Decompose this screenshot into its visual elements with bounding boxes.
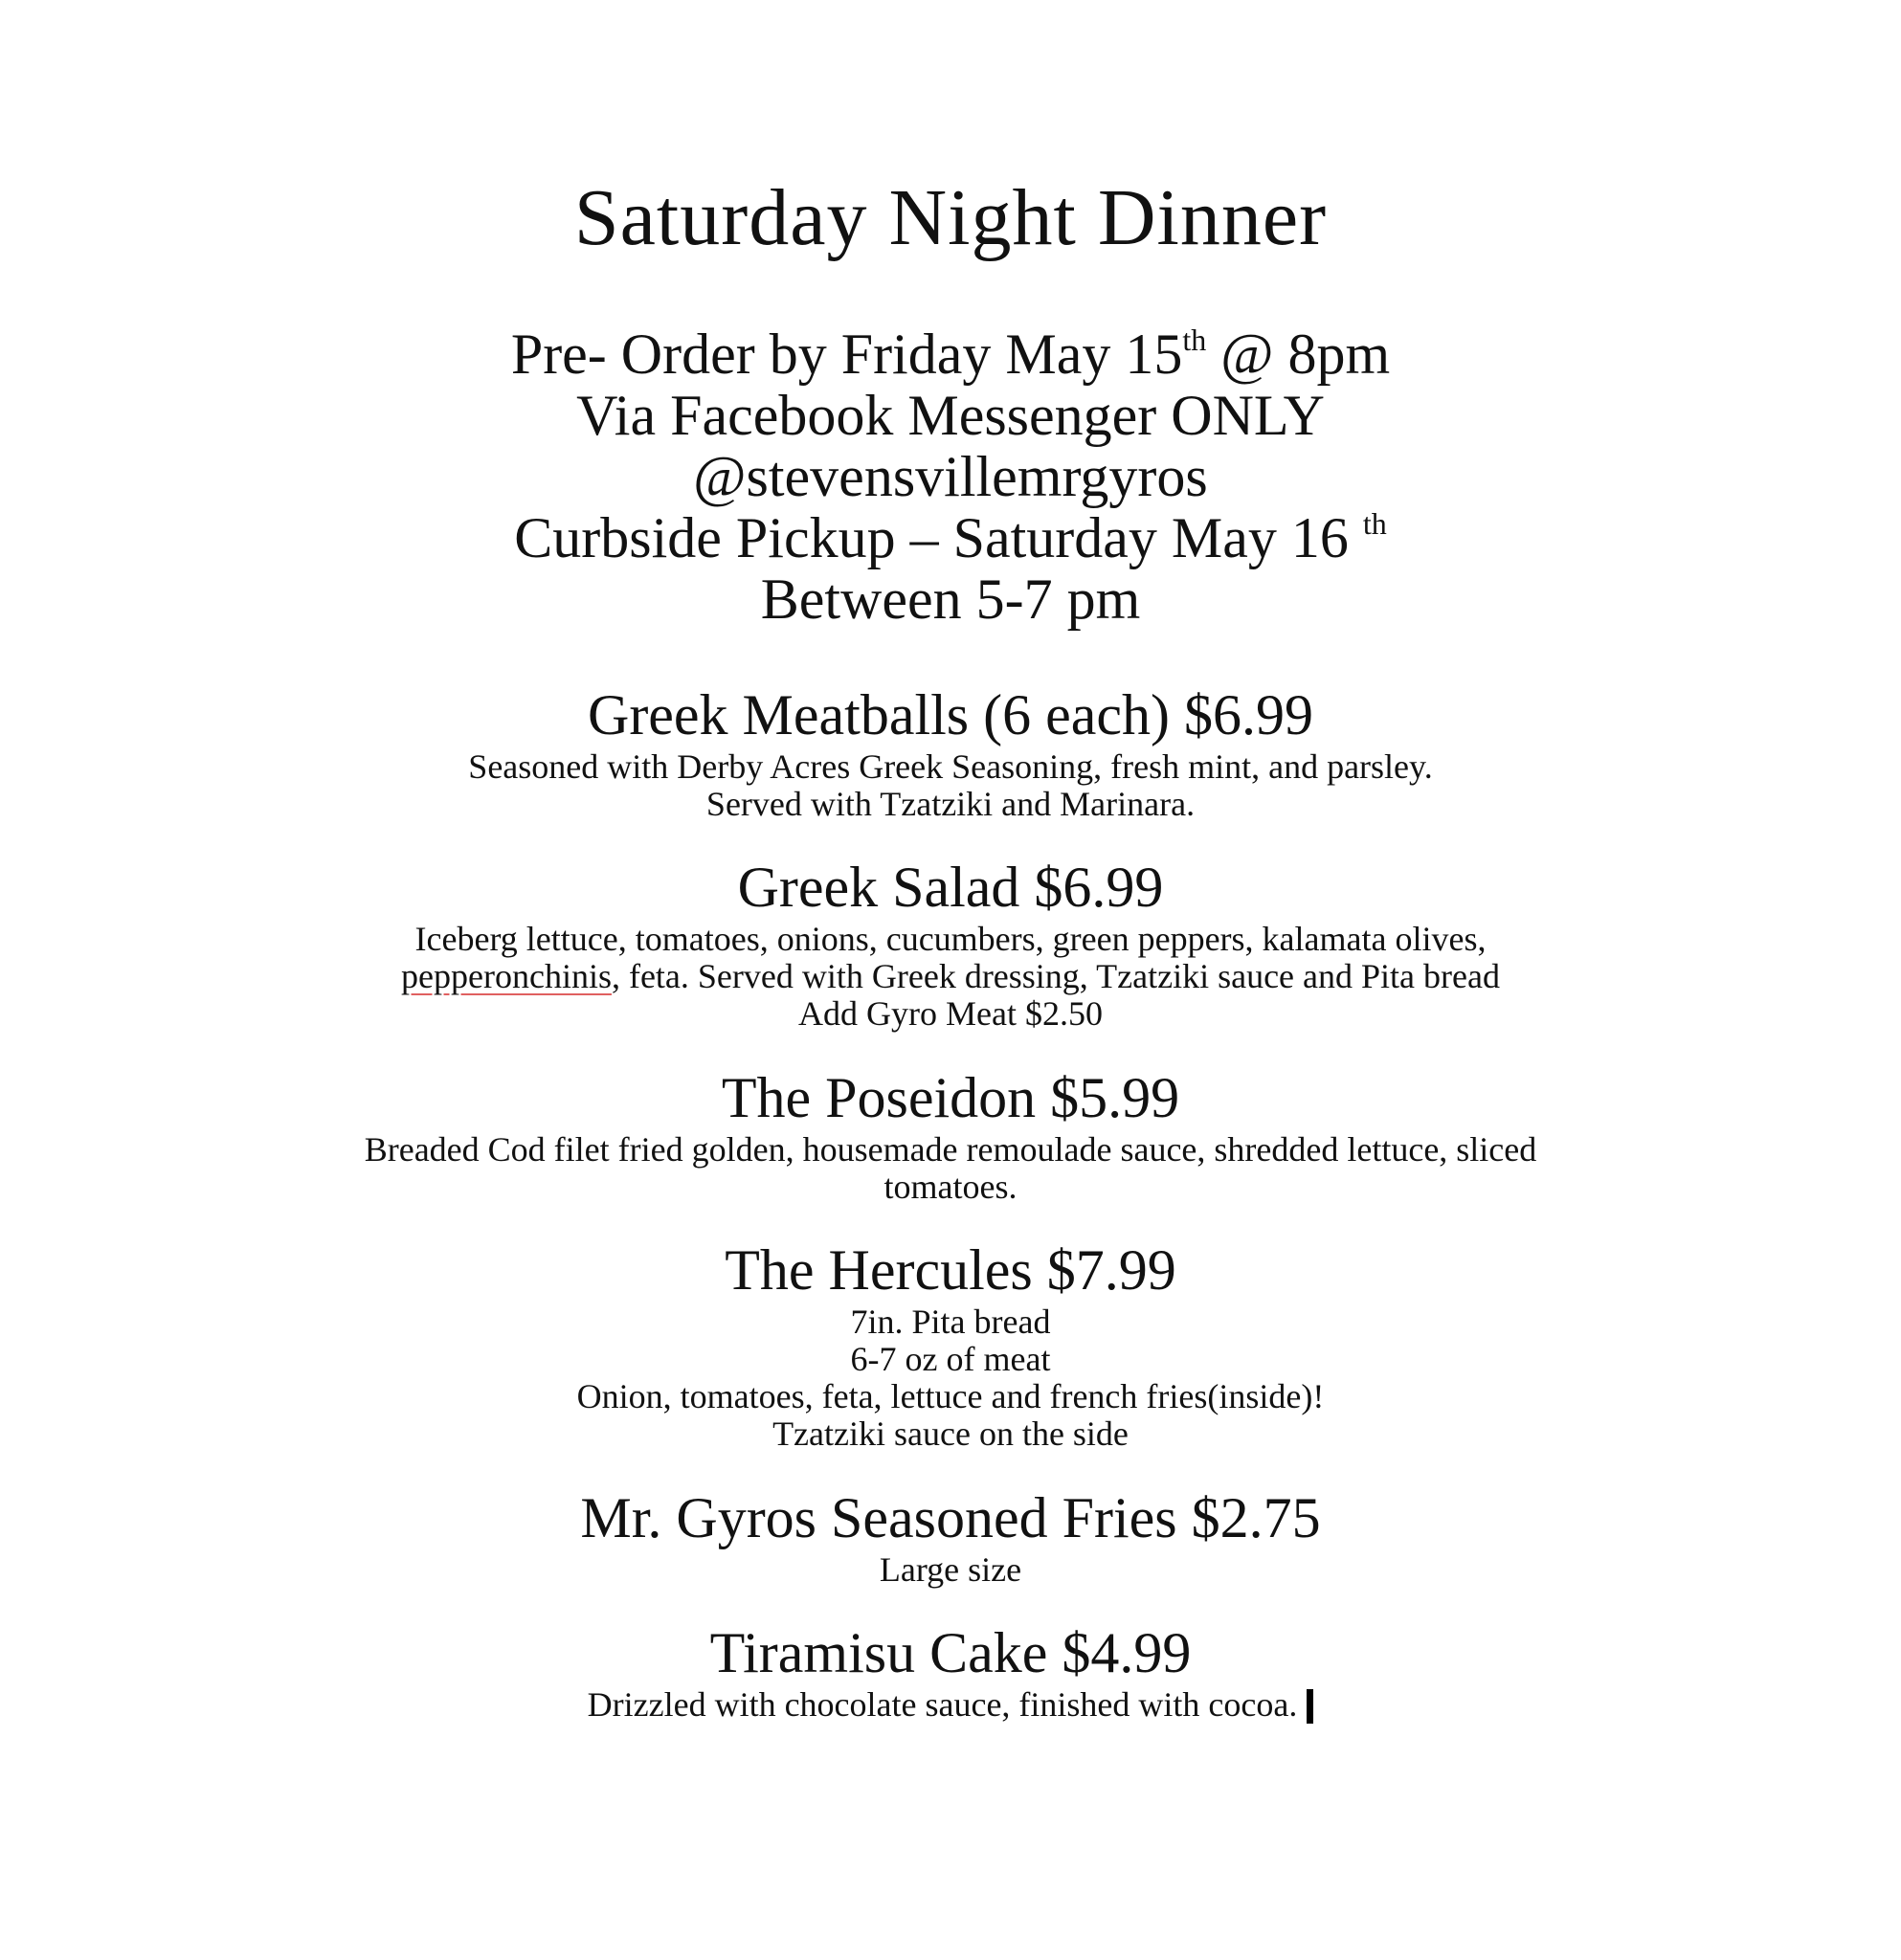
preorder-time: @ 8pm [1206, 323, 1391, 386]
order-info [0, 323, 1901, 630]
handle-line: @stevensvillemrgyros [693, 445, 1208, 508]
item-desc-line: Add Gyro Meat $2.50 [798, 994, 1103, 1033]
text-cursor [1307, 1689, 1313, 1724]
pickup-text: Curbside Pickup – Saturday May 16 [514, 506, 1363, 569]
item-desc-line: 6-7 oz of meat [850, 1340, 1051, 1378]
item-desc-text: , feta. Served with Greek dressing, Tzatziki sauce and Pita bread [611, 957, 1500, 995]
item-name: The Poseidon $5.99 [721, 1066, 1180, 1129]
item-desc-line: Large size [879, 1550, 1022, 1589]
item-desc-line: tomatoes. [883, 1168, 1018, 1206]
item-desc-line: Seasoned with Derby Acres Greek Seasoning, fresh mint, and parsley. [468, 747, 1433, 786]
between-line: Between 5-7 pm [760, 568, 1141, 631]
item-desc-line: Served with Tzatziki and Marinara. [705, 785, 1196, 823]
item-desc-line [0, 1686, 1901, 1724]
item-name: The Hercules $7.99 [725, 1238, 1176, 1302]
item-name: Tiramisu Cake $4.99 [709, 1621, 1192, 1684]
spellcheck-word: pepperonchinis [401, 957, 612, 995]
menu-item-meatballs [0, 681, 1901, 823]
preorder-text: Pre- Order by Friday May 15 [510, 323, 1183, 386]
item-name: Mr. Gyros Seasoned Fries $2.75 [580, 1486, 1321, 1549]
menu-item-fries [0, 1484, 1901, 1589]
via-line: Via Facebook Messenger ONLY [576, 384, 1325, 447]
menu-item-poseidon [0, 1064, 1901, 1206]
item-desc-line [0, 958, 1901, 995]
pickup-ordinal: th [1362, 506, 1387, 541]
preorder-ordinal: th [1182, 323, 1207, 357]
menu-item-salad [0, 854, 1901, 1033]
item-name: Greek Meatballs (6 each) $6.99 [587, 683, 1314, 746]
page-title: Saturday Night Dinner [573, 173, 1328, 262]
item-desc-line: Tzatziki sauce on the side [772, 1414, 1129, 1453]
item-desc-line: Breaded Cod filet fried golden, housemade remoulade sauce, shredded lettuce, sliced [364, 1130, 1537, 1169]
preorder-line [0, 323, 1901, 385]
menu-item-hercules [0, 1236, 1901, 1453]
pickup-line [0, 507, 1901, 568]
item-name: Greek Salad $6.99 [737, 856, 1164, 919]
item-desc-line: Onion, tomatoes, feta, lettuce and french fries(inside)! [576, 1377, 1325, 1415]
menu-item-tiramisu [0, 1619, 1901, 1724]
item-desc-line: 7in. Pita bread [850, 1303, 1051, 1341]
item-desc-text: Drizzled with chocolate sauce, finished with cocoa. [587, 1685, 1298, 1724]
item-desc-line: Iceberg lettuce, tomatoes, onions, cucumbers, green peppers, kalamata olives, [414, 920, 1487, 958]
